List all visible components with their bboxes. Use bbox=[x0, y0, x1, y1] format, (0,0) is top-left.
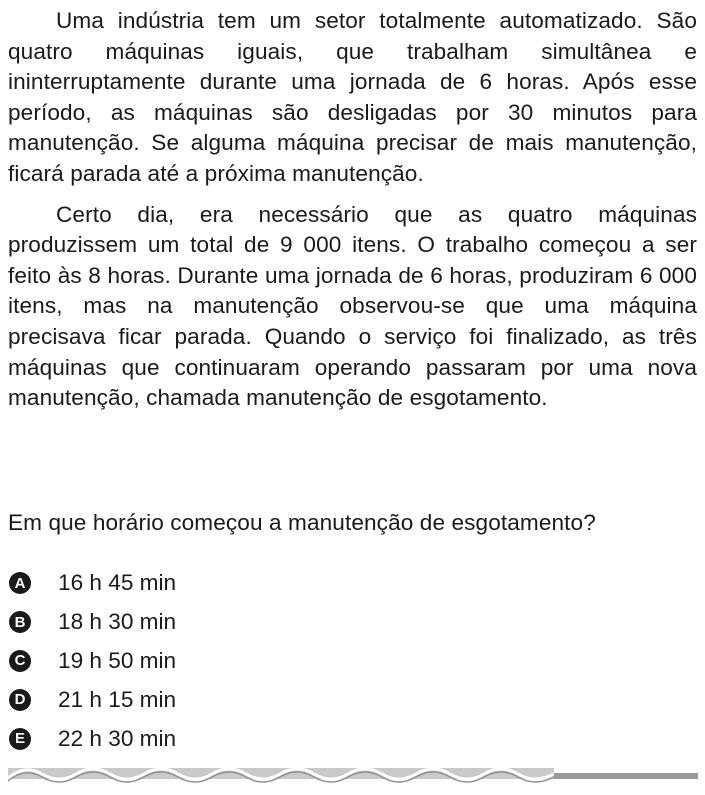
option-letter-badge: A bbox=[9, 572, 31, 594]
option-text: 19 h 50 min bbox=[58, 647, 177, 673]
option-text: 22 h 30 min bbox=[58, 725, 177, 751]
option-b[interactable] bbox=[8, 603, 697, 642]
option-text: 18 h 30 min bbox=[58, 609, 177, 635]
option-letter-badge: B bbox=[9, 611, 31, 633]
option-letter-badge: E bbox=[9, 728, 31, 750]
option-c[interactable] bbox=[8, 642, 697, 681]
option-d[interactable] bbox=[8, 680, 697, 719]
problem-paragraph-1: Uma indústria tem um setor totalmente automatizado. São quatro máquinas iguais, que trabalham simultânea e ininterruptamente durante uma jornada de 6 horas. Após esse período, as máquinas são desligadas por 30 minutos para manutenção. Se alguma máquina precisar de mais manutenção, ficará parada até a próxima manutenção. bbox=[8, 8, 697, 186]
answer-options bbox=[8, 564, 697, 758]
option-letter-badge: D bbox=[9, 689, 31, 711]
option-text: 21 h 15 min bbox=[58, 686, 177, 712]
option-a[interactable] bbox=[8, 564, 697, 603]
problem-paragraph-2: Certo dia, era necessário que as quatro máquinas produzissem um total de 9 000 itens. O trabalho começou a ser feito às 8 horas. Durante uma jornada de 6 horas, produziram 6 000 itens, mas na manutenção observou-se que uma máquina precisava ficar parada. Quando o serviço foi finalizado, as três máquinas que continuaram operando passaram por uma nova manutenção, chamada manutenção de esgotamento. bbox=[8, 201, 697, 411]
option-text: 16 h 45 min bbox=[58, 570, 177, 596]
question-page bbox=[8, 6, 697, 751]
option-letter-badge: C bbox=[9, 650, 31, 672]
question-prompt: Em que horário começou a manutenção de esgotamento? bbox=[8, 510, 596, 535]
divider-line bbox=[554, 773, 698, 779]
wavy-divider bbox=[8, 764, 698, 784]
option-e[interactable] bbox=[8, 719, 697, 758]
